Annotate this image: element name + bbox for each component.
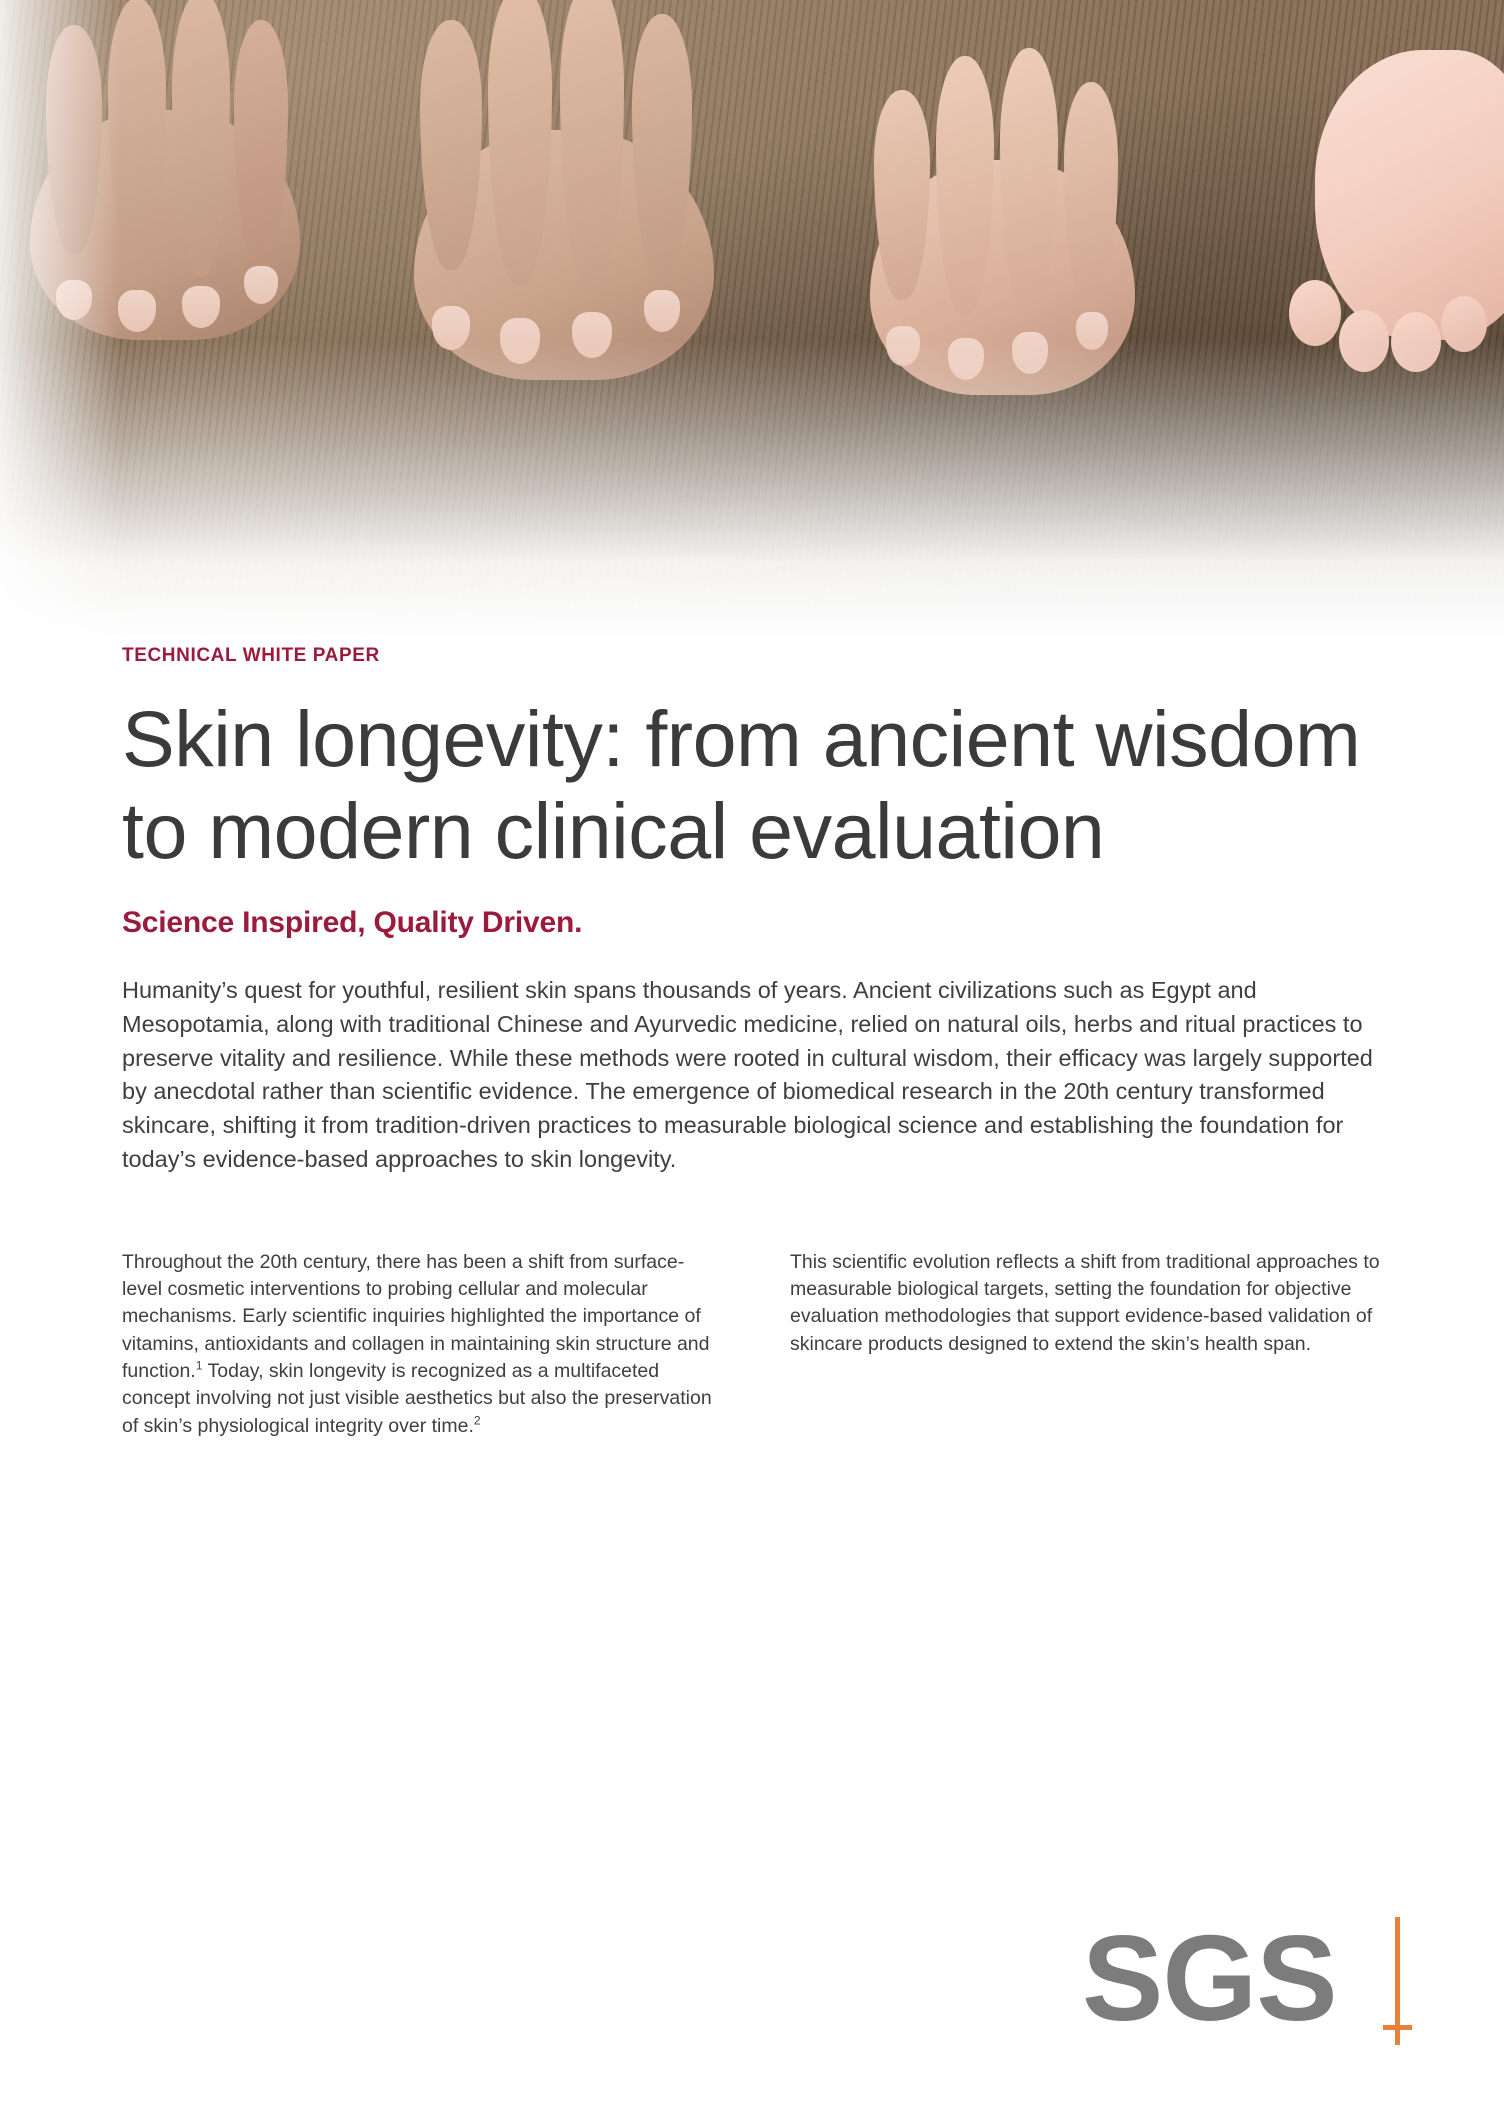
eyebrow-label: TECHNICAL WHITE PAPER (122, 645, 380, 666)
hand-adult (400, 0, 730, 380)
column-left-paragraph (122, 1249, 724, 1440)
logo-accent-horizontal-bar (1383, 2025, 1412, 2030)
tagline: Science Inspired, Quality Driven. (122, 905, 583, 939)
page-title: Skin longevity: from ancient wisdom to modern clinical evaluation (122, 694, 1361, 876)
column-right (790, 1249, 1392, 1440)
column-left-text-1: Throughout the 20th century, there has been a shift from surface-level cosmetic interventions to probing cellular and molecular mechanisms. Early scientific inquiries highlighted the importance of vitamins, antioxidants and collagen in maintaining skin structure and function. (122, 1250, 710, 1382)
footnote-ref-1: 1 (195, 1358, 203, 1373)
document-body (122, 645, 1392, 1440)
column-left (122, 1249, 724, 1440)
column-left-text-2: Today, skin longevity is recognized as a multifaceted concept involving not just visible aesthetics but also the preservation of skin’s physiological integrity over time. (122, 1360, 712, 1437)
footnote-ref-2: 2 (473, 1413, 481, 1428)
sgs-logo (1082, 1910, 1412, 2057)
sgs-wordmark: SGS (1082, 1910, 1337, 2046)
lede-paragraph: Humanity’s quest for youthful, resilient skin spans thousands of years. Ancient civilizations such as Egypt and Mesopotamia, along with traditional Chinese and Ayurvedic medicine, relied on natural oils, herbs and ritual practices to preserve vitality and resilience. While these methods were rooted in cultural wisdom, their efficacy was largely supported by anecdotal rather than scientific evidence. The emergence of biomedical research in the 20th century transformed skincare, shifting it from tradition-driven practices to measurable biological science and establishing the foundation for today’s evidence-based approaches to skin longevity. (122, 976, 1373, 1172)
hand-child (860, 30, 1150, 390)
hero-bottom-fade (0, 340, 1504, 640)
hero-image (0, 0, 1504, 640)
column-right-paragraph: This scientific evolution reflects a shift from traditional approaches to measurable biological targets, setting the foundation for objective evaluation methodologies that support evidence-based validation of skincare products designed to extend the skin’s health span. (790, 1250, 1380, 1355)
two-column-section (122, 1249, 1392, 1440)
